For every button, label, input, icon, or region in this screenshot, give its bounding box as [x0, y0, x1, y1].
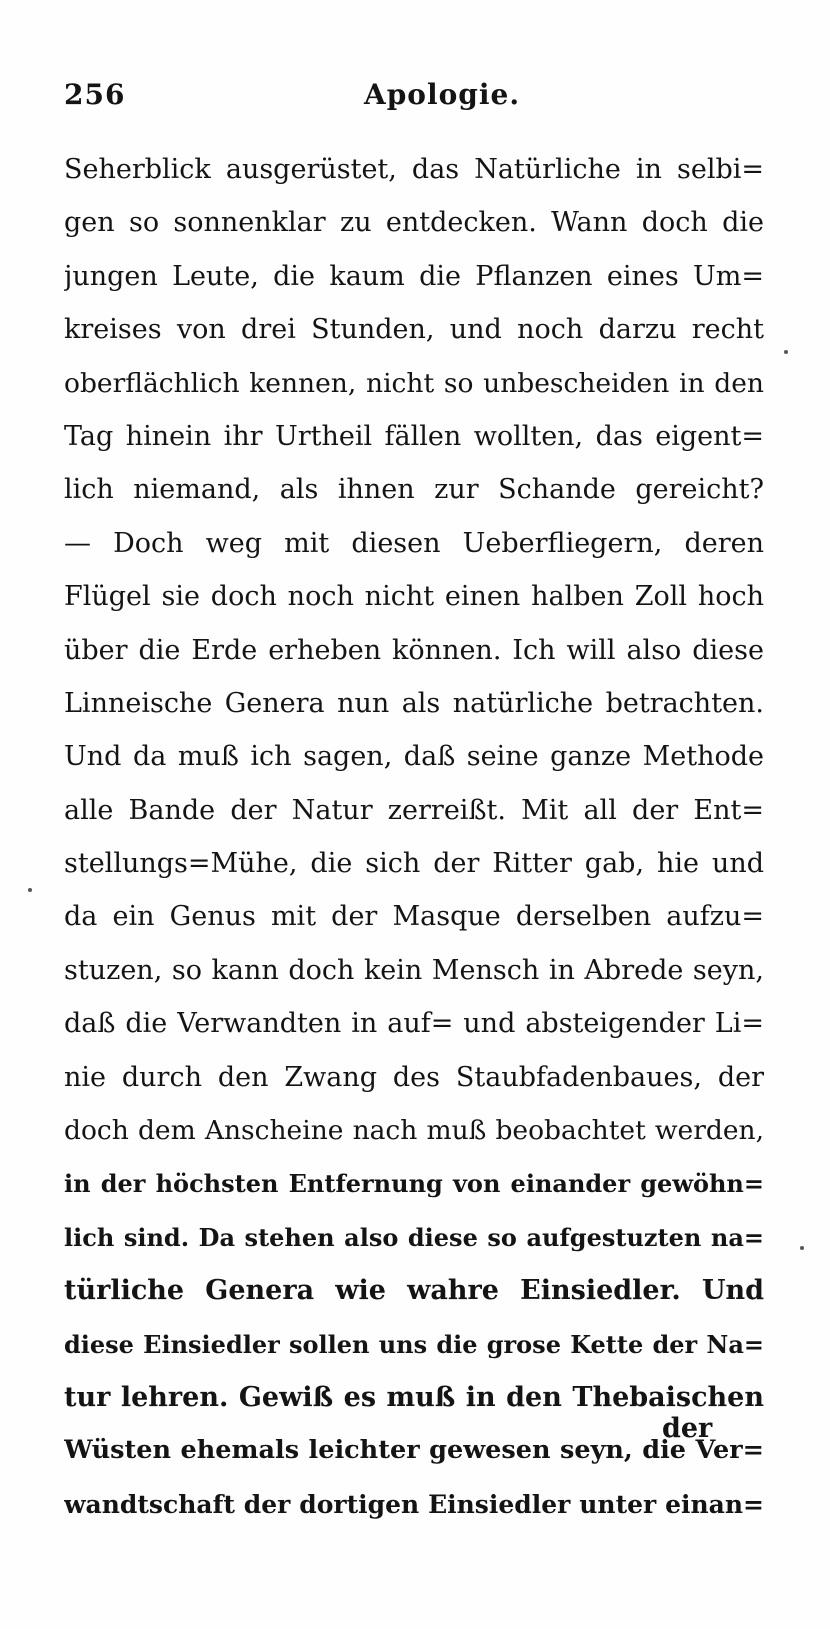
- text-line: Tag hinein ihr Urtheil fällen wollten, das eigent=: [64, 420, 764, 452]
- text-line: Und da muß ich sagen, daß seine ganze Methode: [64, 741, 764, 773]
- text-line: kreises von drei Stunden, und noch darzu recht: [64, 314, 764, 346]
- text-line: doch dem Anscheine nach muß beobachtet werden,: [64, 1115, 764, 1147]
- text-line: Seherblick ausgerüstet, das Natürliche in selbi=: [64, 154, 764, 185]
- text-line: — Doch weg mit diesen Ueberfliegern, deren: [64, 527, 764, 559]
- text-line: da ein Genus mit der Masque derselben aufzu=: [64, 901, 764, 933]
- text-line: stuzen, so kann doch kein Mensch in Abrede seyn,: [64, 954, 764, 986]
- text-line: über die Erde erheben können. Ich will also diese: [64, 634, 764, 666]
- text-line: stellungs=Mühe, die sich der Ritter gab, hie und: [64, 848, 764, 880]
- text-line: lich sind. Da stehen also diese so aufgestuzten na=: [64, 1222, 764, 1252]
- page-number: 256: [64, 78, 126, 111]
- body-text: [64, 143, 764, 1531]
- text-line: oberflächlich kennen, nicht so unbescheiden in den: [64, 367, 764, 399]
- text-line: alle Bande der Natur zerreißt. Mit all der Ent=: [64, 794, 764, 826]
- text-line: diese Einsiedler sollen uns die grose Kette der Na=: [64, 1329, 764, 1359]
- page-header: [64, 78, 764, 118]
- running-head: Apologie.: [364, 78, 521, 111]
- catchword: der: [662, 1413, 713, 1444]
- paper-speck: [784, 350, 788, 354]
- paper-speck: [28, 888, 32, 892]
- text-line: lich niemand, als ihnen zur Schande gereicht?: [64, 474, 764, 506]
- text-line: Linneische Genera nun als natürliche betrachten.: [64, 687, 764, 719]
- text-line: gen so sonnenklar zu entdecken. Wann doch die: [64, 207, 764, 239]
- text-line: in der höchsten Entfernung von einander gewöhn=: [64, 1169, 764, 1199]
- text-line: nie durch den Zwang des Staubfadenbaues, der: [64, 1061, 764, 1093]
- text-line: Wüsten ehemals leichter gewesen seyn, die Ver=: [64, 1435, 764, 1466]
- text-line: wandtschaft der dortigen Einsiedler unter einan=: [64, 1489, 764, 1519]
- text-line: Flügel sie doch noch nicht einen halben Zoll hoch: [64, 581, 764, 613]
- text-line: jungen Leute, die kaum die Pflanzen eines Um=: [64, 260, 764, 292]
- text-line: daß die Verwandten in auf= und absteigender Li=: [64, 1008, 764, 1040]
- text-line: türliche Genera wie wahre Einsiedler. Und: [64, 1275, 764, 1307]
- text-line: tur lehren. Gewiß es muß in den Thebaischen: [64, 1381, 764, 1413]
- paper-speck: [800, 1246, 804, 1250]
